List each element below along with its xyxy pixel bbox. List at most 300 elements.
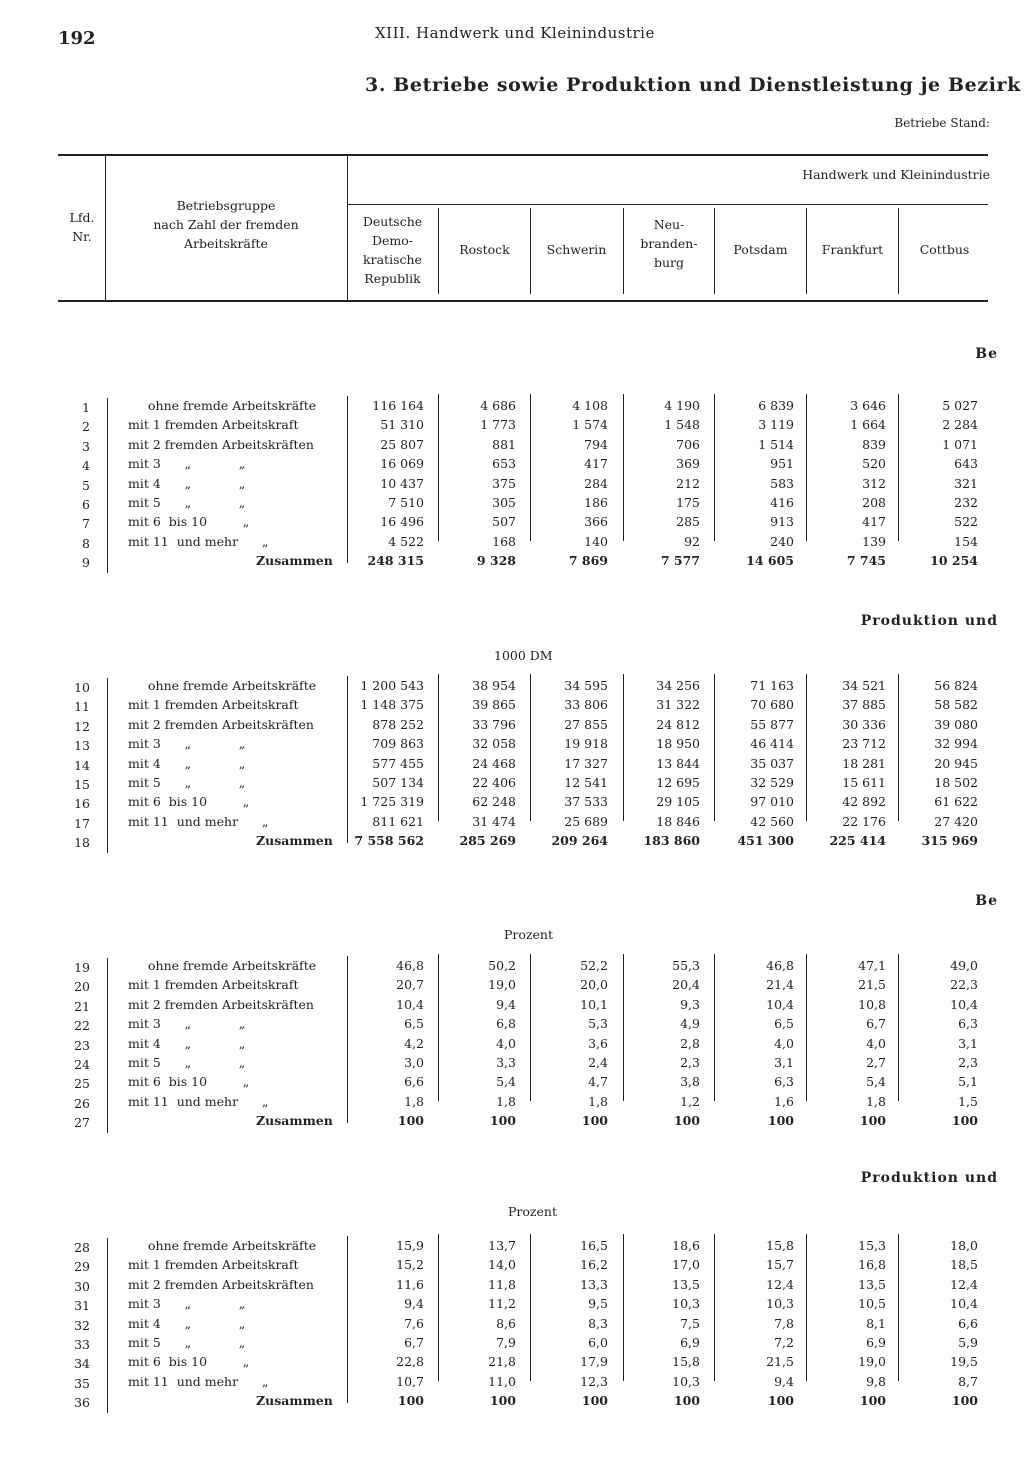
row-number: 7	[82, 516, 90, 532]
row-number: 12	[74, 718, 90, 734]
data-column-divider	[806, 1234, 807, 1381]
table-cell: 23 712	[842, 736, 886, 752]
table-cell: 34 595	[564, 678, 608, 693]
table-cell: 15,8	[766, 1238, 794, 1253]
table-cell: 8,3	[588, 1315, 608, 1331]
table-cell: 209 264	[551, 833, 608, 849]
header-column-line: Demo-	[371, 233, 414, 248]
table-cell: 56 824	[934, 678, 978, 693]
table-cell: 13,5	[672, 1276, 700, 1292]
row-label-text: 2 fremden Arbeitskräften	[148, 1276, 314, 1292]
row-number: 1	[82, 400, 90, 415]
table-cell: 20,0	[580, 977, 608, 993]
table-cell: 16 069	[380, 456, 424, 472]
table-cell: 913	[770, 514, 794, 530]
table-cell: 10,4	[950, 1296, 978, 1312]
table-cell: 811 621	[372, 813, 424, 829]
table-cell: 19,5	[950, 1354, 978, 1370]
table-cell: 10,4	[396, 996, 424, 1012]
table-cell: 18 950	[656, 736, 700, 752]
table-cell: 4 686	[480, 398, 516, 413]
row-number: 30	[74, 1278, 90, 1294]
table-cell: 315 969	[921, 833, 978, 849]
table-cell: 46,8	[396, 958, 424, 973]
header-column-divider	[438, 208, 439, 294]
row-label-prefix: mit	[128, 755, 149, 771]
header-lfd-line: Nr.	[72, 229, 92, 244]
table-cell: 97 010	[750, 794, 794, 810]
header-column-divider	[714, 208, 715, 294]
table-cell: 7,8	[774, 1315, 794, 1331]
row-number: 25	[74, 1076, 90, 1092]
row-label-prefix: mit	[128, 716, 149, 732]
table-cell: 9 328	[476, 553, 516, 569]
row-label	[128, 1094, 268, 1109]
table-cell: 5,1	[958, 1074, 978, 1090]
table-cell: 14,0	[488, 1257, 516, 1273]
table-cell: 38 954	[472, 678, 516, 693]
table-cell: 55 877	[750, 716, 794, 732]
table-cell: 248 315	[367, 553, 424, 569]
table-cell: 32 529	[750, 775, 794, 790]
table-cell: 1 148 375	[360, 697, 424, 713]
data-column-divider	[623, 674, 624, 821]
row-label	[128, 717, 314, 732]
table-cell: 18,0	[950, 1238, 978, 1253]
table-cell: 4,0	[774, 1035, 794, 1051]
table-cell: 11,0	[488, 1373, 516, 1389]
header-group	[110, 196, 342, 253]
super-header-rule	[348, 204, 988, 205]
table-cell: 3 119	[758, 417, 794, 433]
row-number: 29	[74, 1259, 90, 1275]
row-label-prefix: mit	[128, 1373, 149, 1389]
table-cell: 50,2	[488, 958, 516, 973]
row-label	[128, 997, 314, 1012]
header-column-line: Cottbus	[919, 242, 970, 257]
table-cell: 2,4	[588, 1055, 608, 1070]
row-label-divider	[107, 678, 108, 853]
header-column-0	[349, 212, 436, 288]
row-number: 26	[74, 1095, 90, 1111]
table-cell: 27 855	[564, 716, 608, 732]
header-lfd-line: Lfd.	[69, 210, 95, 225]
row-number: 5	[82, 477, 90, 493]
table-cell: 100	[767, 1113, 794, 1129]
table-cell: 12,4	[766, 1276, 794, 1292]
row-label	[128, 756, 245, 771]
table-cell: 21,5	[858, 977, 886, 993]
table-cell: 2 284	[942, 417, 978, 433]
row-number: 15	[74, 777, 90, 792]
data-column-divider	[898, 674, 899, 821]
section-title: Be	[975, 893, 998, 909]
table-cell: 15,2	[396, 1257, 424, 1273]
table-cell: 416	[770, 495, 794, 510]
table-cell: 212	[676, 475, 700, 491]
row-number: 36	[74, 1395, 90, 1411]
table-cell: 9,4	[496, 996, 516, 1012]
row-number: 21	[74, 998, 90, 1014]
table-cell: 3,8	[680, 1074, 700, 1090]
table-cell: 7,2	[774, 1335, 794, 1350]
ddr-column-divider	[347, 956, 348, 1123]
header-top-rule	[58, 154, 988, 156]
table-cell: 39 080	[934, 716, 978, 732]
table-cell: 522	[954, 514, 978, 530]
table-cell: 18 846	[656, 813, 700, 829]
row-label-divider	[107, 398, 108, 573]
header-column-6	[901, 240, 988, 259]
data-column-divider	[530, 674, 531, 821]
row-label-text: 4 „ „	[148, 1035, 246, 1051]
table-cell: 285 269	[459, 833, 516, 849]
table-cell: 3,1	[958, 1035, 978, 1051]
table-cell: 15,3	[858, 1238, 886, 1253]
row-label-prefix: mit	[128, 1257, 149, 1273]
table-cell: 10,1	[580, 996, 608, 1012]
table-cell: 6,7	[404, 1335, 424, 1350]
data-column-divider	[623, 1234, 624, 1381]
table-cell: 22 406	[472, 775, 516, 790]
table-cell: 100	[859, 1113, 886, 1129]
table-cell: 9,5	[588, 1296, 608, 1312]
table-cell: 22,3	[950, 977, 978, 993]
table-cell: 7 510	[388, 495, 424, 510]
row-label-text: 6 bis 10 „	[148, 1354, 250, 1370]
data-column-divider	[530, 394, 531, 541]
table-cell: 100	[489, 1113, 516, 1129]
header-column-line: Schwerin	[546, 242, 607, 257]
table-cell: 62 248	[472, 794, 516, 810]
row-label-text: 1 fremden Arbeitskraft	[148, 977, 299, 993]
table-cell: 284	[584, 475, 608, 491]
header-lfd-nr	[60, 208, 104, 246]
table-cell: 61 622	[934, 794, 978, 810]
row-number: 32	[74, 1317, 90, 1333]
row-label-text: 1 fremden Arbeitskraft	[148, 417, 299, 433]
data-column-divider	[530, 1234, 531, 1381]
table-cell: 6,8	[496, 1016, 516, 1032]
table-cell: 285	[676, 514, 700, 530]
table-cell: 4,9	[680, 1016, 700, 1032]
table-cell: 13,5	[858, 1276, 886, 1292]
table-cell: 21,4	[766, 977, 794, 993]
row-label-text: 5 „ „	[148, 775, 246, 790]
table-cell: 6 839	[758, 398, 794, 413]
table-cell: 18 281	[842, 755, 886, 771]
table-cell: 4 522	[388, 533, 424, 549]
table-cell: 21,5	[766, 1354, 794, 1370]
table-cell: 116 164	[372, 398, 424, 413]
table-cell: 7 558 562	[354, 833, 424, 849]
row-label-text: 3 „ „	[148, 736, 246, 752]
row-label-prefix: mit	[128, 1315, 149, 1331]
table-cell: 520	[862, 456, 886, 472]
table-cell: 15,9	[396, 1238, 424, 1253]
data-column-divider	[714, 1234, 715, 1381]
page-number: 192	[58, 28, 96, 49]
table-cell: 881	[492, 436, 516, 452]
table-cell: 58 582	[934, 697, 978, 713]
row-number: 19	[74, 960, 90, 975]
row-label	[128, 1257, 299, 1272]
row-label-text: 3 „ „	[148, 456, 246, 472]
table-cell: 369	[676, 456, 700, 472]
table-cell: 11,6	[396, 1276, 424, 1292]
row-label	[128, 534, 268, 549]
table-cell: 1,5	[958, 1093, 978, 1109]
header-column-line: Frankfurt	[821, 242, 884, 257]
table-cell: 878 252	[372, 716, 424, 732]
table-cell: 5,4	[866, 1074, 886, 1090]
row-label-prefix: mit	[128, 417, 149, 433]
table-cell: 1 664	[850, 417, 886, 433]
row-label-text: 6 bis 10 „	[148, 514, 250, 530]
table-cell: 16,8	[858, 1257, 886, 1273]
row-label	[128, 1016, 245, 1031]
header-column-line: Republik	[364, 271, 421, 286]
row-number: 13	[74, 738, 90, 754]
table-cell: 183 860	[643, 833, 700, 849]
table-cell: 13,3	[580, 1276, 608, 1292]
header-column-1	[441, 240, 528, 259]
table-cell: 22 176	[842, 813, 886, 829]
chapter-heading: XIII. Handwerk und Kleinindustrie	[375, 24, 655, 42]
table-cell: 10,3	[672, 1296, 700, 1312]
row-number: 24	[74, 1057, 90, 1072]
table-cell: 18,6	[672, 1238, 700, 1253]
table-cell: 100	[581, 1113, 608, 1129]
header-group-line: Betriebsgruppe	[176, 198, 276, 213]
row-number: 6	[82, 497, 90, 512]
row-label	[128, 1374, 268, 1389]
header-column-line: branden-	[640, 236, 698, 251]
table-cell: 32 994	[934, 736, 978, 752]
table-cell: 27 420	[934, 813, 978, 829]
table-cell: 17,0	[672, 1257, 700, 1273]
table-cell: 6,0	[588, 1335, 608, 1350]
row-number: 22	[74, 1018, 90, 1034]
table-cell: 100	[673, 1393, 700, 1409]
row-label	[128, 1316, 245, 1331]
table-cell: 1 725 319	[360, 794, 424, 810]
row-number: 35	[74, 1375, 90, 1391]
table-cell: 18,5	[950, 1257, 978, 1273]
table-cell: 100	[489, 1393, 516, 1409]
table-cell: 33 796	[472, 716, 516, 732]
data-column-divider	[438, 1234, 439, 1381]
total-label: Zusammen	[256, 1113, 333, 1129]
data-column-divider	[806, 394, 807, 541]
table-cell: 100	[951, 1393, 978, 1409]
table-cell: 16 496	[380, 514, 424, 530]
row-number: 27	[74, 1115, 90, 1131]
header-column-divider	[806, 208, 807, 294]
table-cell: 10,3	[766, 1296, 794, 1312]
row-number: 11	[74, 699, 90, 715]
section-title: Produktion und	[860, 613, 998, 629]
row-label-prefix: mit	[128, 697, 149, 713]
row-label-text: 11 und mehr „	[148, 813, 269, 829]
row-label	[128, 1036, 245, 1051]
table-cell: 10,3	[672, 1373, 700, 1389]
row-label	[128, 775, 245, 790]
data-column-divider	[438, 394, 439, 541]
header-column-line: kratische	[363, 252, 422, 267]
data-column-divider	[623, 394, 624, 541]
row-label-text: 11 und mehr „	[148, 533, 269, 549]
row-label	[128, 1055, 245, 1070]
row-label	[128, 736, 245, 751]
table-cell: 8,1	[866, 1315, 886, 1331]
row-number: 17	[74, 815, 90, 831]
row-number: 34	[74, 1356, 90, 1372]
table-cell: 168	[492, 533, 516, 549]
table-cell: 19,0	[858, 1354, 886, 1370]
table-cell: 12,4	[950, 1276, 978, 1292]
row-label-text: 11 und mehr „	[148, 1093, 269, 1109]
row-label	[128, 514, 249, 529]
table-cell: 653	[492, 456, 516, 472]
table-cell: 706	[676, 436, 700, 452]
table-cell: 15 611	[842, 775, 886, 790]
table-cell: 4 190	[664, 398, 700, 413]
row-number: 10	[74, 680, 90, 695]
table-cell: 6,5	[774, 1016, 794, 1032]
header-column-divider	[530, 208, 531, 294]
table-cell: 7,6	[404, 1315, 424, 1331]
table-cell: 17,9	[580, 1354, 608, 1370]
data-column-divider	[714, 954, 715, 1101]
table-cell: 1,8	[866, 1093, 886, 1109]
row-label-prefix: mit	[128, 456, 149, 472]
data-column-divider	[806, 954, 807, 1101]
header-bottom-rule	[58, 300, 988, 302]
table-cell: 13,7	[488, 1238, 516, 1253]
data-column-divider	[714, 674, 715, 821]
row-label	[128, 495, 245, 510]
row-label-text: 11 und mehr „	[148, 1373, 269, 1389]
table-cell: 100	[673, 1113, 700, 1129]
row-label-prefix: mit	[128, 736, 149, 752]
table-cell: 24 468	[472, 755, 516, 771]
data-column-divider	[714, 394, 715, 541]
table-cell: 1 071	[942, 436, 978, 452]
header-column-4	[717, 240, 804, 259]
table-cell: 100	[859, 1393, 886, 1409]
table-cell: 1,8	[588, 1093, 608, 1109]
row-number: 9	[82, 555, 90, 571]
table-cell: 42 560	[750, 813, 794, 829]
table-cell: 9,3	[680, 996, 700, 1012]
table-cell: 1,6	[774, 1093, 794, 1109]
header-column-3	[626, 215, 712, 272]
table-cell: 1,8	[404, 1093, 424, 1109]
table-cell: 32 058	[472, 736, 516, 752]
table-cell: 31 322	[656, 697, 700, 713]
table-cell: 643	[954, 456, 978, 472]
table-cell: 1 514	[758, 436, 794, 452]
row-label-prefix: mit	[128, 1016, 149, 1032]
row-label-prefix: mit	[128, 813, 149, 829]
table-cell: 20,4	[672, 977, 700, 993]
row-label-prefix: mit	[128, 1335, 149, 1350]
ddr-column-divider	[347, 1236, 348, 1403]
table-cell: 10,8	[858, 996, 886, 1012]
row-label-prefix: mit	[128, 1296, 149, 1312]
table-cell: 1 773	[480, 417, 516, 433]
table-cell: 47,1	[858, 958, 886, 973]
table-cell: 18 502	[934, 775, 978, 790]
table-cell: 7 577	[660, 553, 700, 569]
table-cell: 51 310	[380, 417, 424, 433]
header-divider-nr	[105, 155, 106, 301]
row-label	[128, 1354, 249, 1369]
header-column-divider	[898, 208, 899, 294]
table-cell: 7 745	[846, 553, 886, 569]
table-cell: 1,2	[680, 1093, 700, 1109]
table-cell: 24 812	[656, 716, 700, 732]
table-cell: 6,3	[774, 1074, 794, 1090]
row-label-text: 5 „ „	[148, 495, 246, 510]
data-column-divider	[898, 394, 899, 541]
table-cell: 100	[581, 1393, 608, 1409]
table-cell: 507	[492, 514, 516, 530]
table-cell: 12 541	[564, 775, 608, 790]
table-cell: 3,0	[404, 1055, 424, 1070]
table-cell: 5,9	[958, 1335, 978, 1350]
table-cell: 10,4	[950, 996, 978, 1012]
table-cell: 100	[397, 1393, 424, 1409]
row-number: 31	[74, 1298, 90, 1314]
table-cell: 9,8	[866, 1373, 886, 1389]
table-cell: 19,0	[488, 977, 516, 993]
table-cell: 225 414	[829, 833, 886, 849]
header-column-line: Potsdam	[733, 242, 788, 257]
row-label-prefix: mit	[128, 1055, 149, 1070]
row-label-text: ohne fremde Arbeitskräfte	[148, 1238, 317, 1253]
table-cell: 12,3	[580, 1373, 608, 1389]
row-number: 28	[74, 1240, 90, 1255]
table-cell: 13 844	[656, 755, 700, 771]
row-label-prefix: mit	[128, 996, 149, 1012]
row-label-prefix: mit	[128, 495, 149, 510]
table-cell: 16,5	[580, 1238, 608, 1253]
table-cell: 22,8	[396, 1354, 424, 1370]
header-group-line: nach Zahl der fremden	[153, 217, 299, 232]
table-cell: 6,9	[680, 1335, 700, 1350]
total-label: Zusammen	[256, 553, 333, 569]
table-cell: 186	[584, 495, 608, 510]
row-number: 8	[82, 535, 90, 551]
row-label	[128, 417, 299, 432]
row-number: 23	[74, 1037, 90, 1053]
table-cell: 16,2	[580, 1257, 608, 1273]
table-cell: 709 863	[372, 736, 424, 752]
row-label-text: 1 fremden Arbeitskraft	[148, 697, 299, 713]
table-cell: 2,8	[680, 1035, 700, 1051]
header-divider-group	[347, 155, 348, 301]
table-cell: 46,8	[766, 958, 794, 973]
row-label-text: 1 fremden Arbeitskraft	[148, 1257, 299, 1273]
table-cell: 8,6	[496, 1315, 516, 1331]
row-number: 2	[82, 419, 90, 435]
row-label-prefix: mit	[128, 1074, 149, 1090]
table-cell: 10 437	[380, 475, 424, 491]
row-label-text: 2 fremden Arbeitskräften	[148, 996, 314, 1012]
table-cell: 4,0	[496, 1035, 516, 1051]
